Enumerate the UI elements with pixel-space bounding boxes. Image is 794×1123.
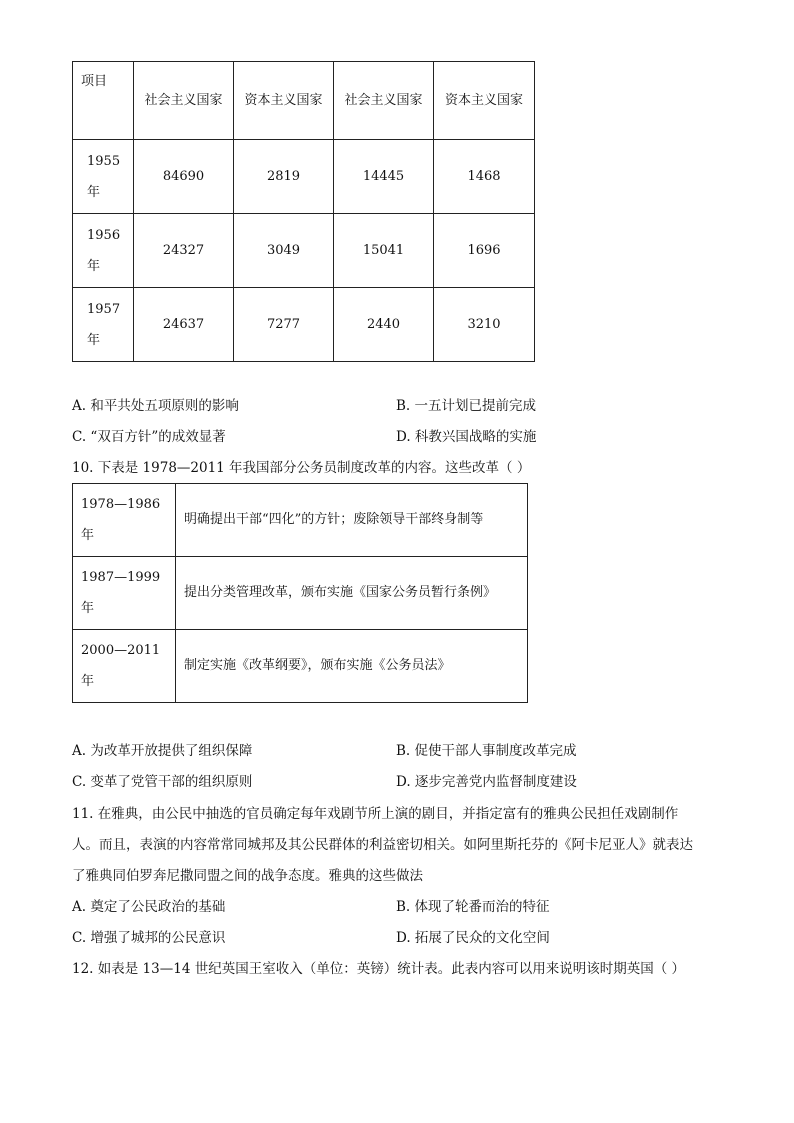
value-cell: 7277 xyxy=(234,288,334,362)
year-cell: 1957 年 xyxy=(73,288,134,362)
period-cell: 1987—1999 年 xyxy=(73,557,176,630)
q11-option-a: A. 奠定了公民政治的基础 xyxy=(72,899,226,915)
header-item: 项目 xyxy=(73,62,134,140)
header-capitalist-2: 资本主义国家 xyxy=(434,62,535,140)
q11-option-c: C. 增强了城邦的公民意识 xyxy=(72,930,226,946)
q12-stem: 12. 如表是 13—14 世纪英国王室收入（单位：英镑）统计表。此表内容可以用来说明该时期英国（ ） xyxy=(72,961,685,977)
year-cell: 1956 年 xyxy=(73,214,134,288)
table-row xyxy=(73,557,528,630)
table-row xyxy=(73,630,528,703)
value-cell: 3210 xyxy=(434,288,535,362)
value-cell: 15041 xyxy=(334,214,434,288)
year-cell: 1955 年 xyxy=(73,140,134,214)
period-cell: 1978—1986 年 xyxy=(73,484,176,557)
q10-option-b: B. 促使干部人事制度改革完成 xyxy=(396,743,577,759)
value-cell: 24327 xyxy=(134,214,234,288)
table-row xyxy=(73,214,535,288)
value-cell: 1468 xyxy=(434,140,535,214)
period-cell: 2000—2011 年 xyxy=(73,630,176,703)
civil-service-reform-table xyxy=(72,483,528,703)
header-socialist-2: 社会主义国家 xyxy=(334,62,434,140)
q10-option-c: C. 变革了党管干部的组织原则 xyxy=(72,774,253,790)
value-cell: 14445 xyxy=(334,140,434,214)
q10-stem: 10. 下表是 1978—2011 年我国部分公务员制度改革的内容。这些改革（ ） xyxy=(72,460,531,476)
value-cell: 24637 xyxy=(134,288,234,362)
header-capitalist-1: 资本主义国家 xyxy=(234,62,334,140)
header-socialist-1: 社会主义国家 xyxy=(134,62,234,140)
q11-stem-line-1: 11. 在雅典，由公民中抽选的官员确定每年戏剧节所上演的剧目，并指定富有的雅典公民担任戏剧制作 xyxy=(72,806,679,822)
content-cell: 制定实施《改革纲要》，颁布实施《公务员法》 xyxy=(176,630,528,703)
content-cell: 明确提出干部“四化”的方针；废除领导干部终身制等 xyxy=(176,484,528,557)
content-cell: 提出分类管理改革，颁布实施《国家公务员暂行条例》 xyxy=(176,557,528,630)
value-cell: 2440 xyxy=(334,288,434,362)
q9-option-c: C. “双百方针”的成效显著 xyxy=(72,429,226,445)
table-row xyxy=(73,484,528,557)
q11-option-b: B. 体现了轮番而治的特征 xyxy=(396,899,550,915)
q10-option-d: D. 逐步完善党内监督制度建设 xyxy=(396,774,577,790)
value-cell: 1696 xyxy=(434,214,535,288)
q9-option-d: D. 科教兴国战略的实施 xyxy=(396,429,537,445)
value-cell: 3049 xyxy=(234,214,334,288)
table-header-row xyxy=(73,62,535,140)
table-row xyxy=(73,288,535,362)
value-cell: 2819 xyxy=(234,140,334,214)
q11-stem-line-2: 人。而且，表演的内容常常同城邦及其公民群体的利益密切相关。如阿里斯托芬的《阿卡尼亚人》就表达 xyxy=(72,837,693,853)
value-cell: 84690 xyxy=(134,140,234,214)
q9-option-a: A. 和平共处五项原则的影响 xyxy=(72,398,239,414)
trade-data-table xyxy=(72,61,535,362)
q11-option-d: D. 拓展了民众的文化空间 xyxy=(396,930,550,946)
q9-option-b: B. 一五计划已提前完成 xyxy=(396,398,537,414)
q10-option-a: A. 为改革开放提供了组织保障 xyxy=(72,743,253,759)
q11-stem-line-3: 了雅典同伯罗奔尼撒同盟之间的战争态度。雅典的这些做法 xyxy=(72,868,423,884)
table-row xyxy=(73,140,535,214)
